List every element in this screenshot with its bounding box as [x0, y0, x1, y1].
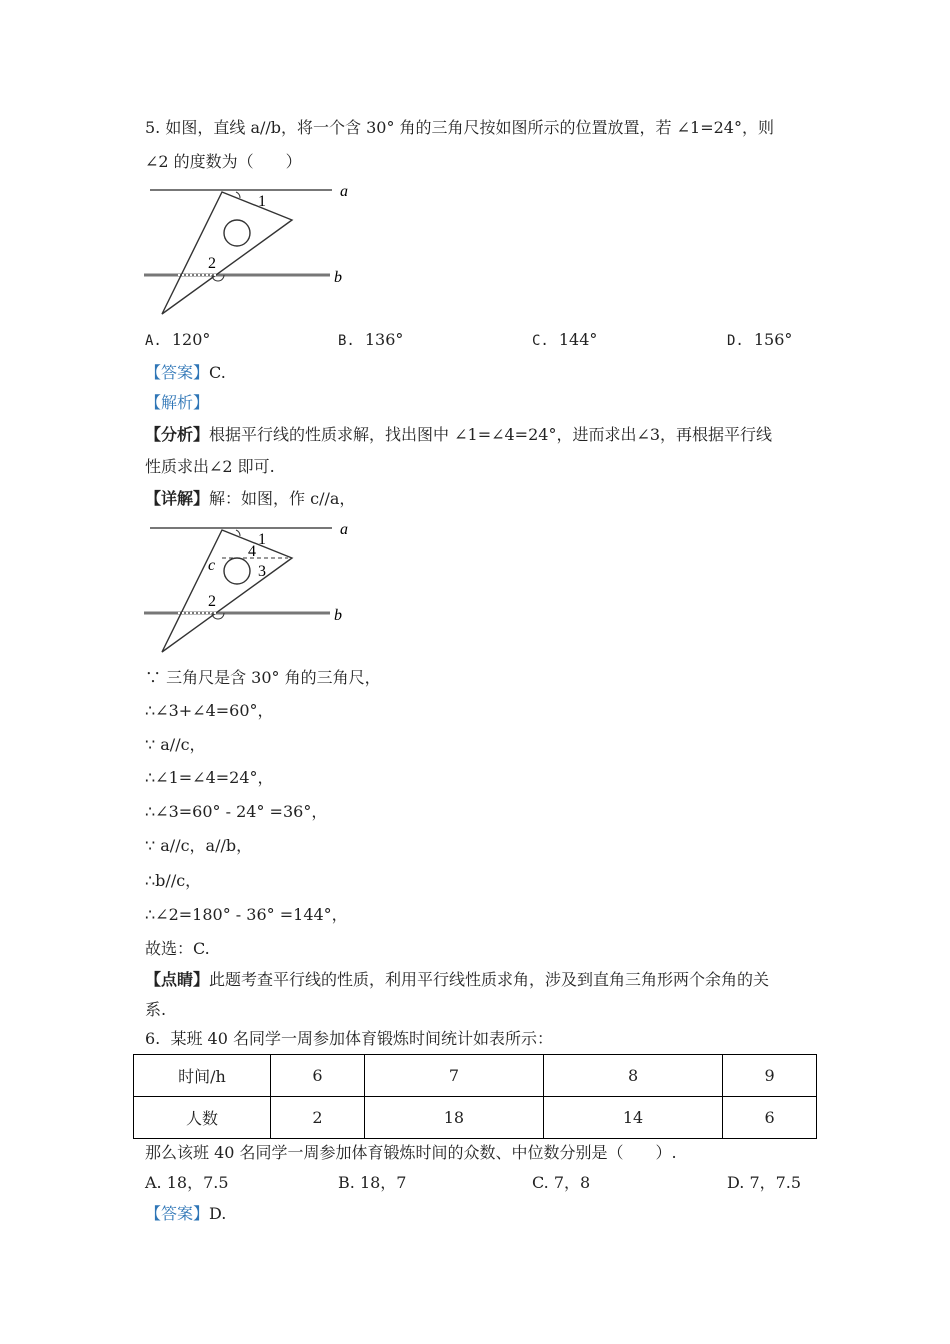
- svg-text:3: 3: [258, 563, 266, 580]
- table-cell: 8: [543, 1055, 722, 1097]
- label-1: 1: [258, 193, 266, 210]
- q5-option-c: C. 144°: [532, 330, 598, 349]
- q5-dianjing-line1: 【点睛】此题考查平行线的性质，利用平行线性质求角，涉及到直角三角形两个余角的关: [145, 970, 770, 989]
- q5-option-d: D. 156°: [727, 330, 793, 349]
- q5-stem-line2: ∠2 的度数为（ ）: [145, 152, 302, 171]
- q5-answer: 【答案】C.: [145, 363, 226, 382]
- triangle-ruler: [162, 192, 292, 314]
- table-cell: 2: [271, 1097, 365, 1139]
- label-2: 2: [208, 255, 216, 272]
- table-cell: 6: [723, 1097, 817, 1139]
- q6-option-c: C. 7，8: [532, 1173, 591, 1192]
- table-cell: 时间/h: [134, 1055, 271, 1097]
- q5-step: ∴b//c，: [145, 871, 202, 890]
- table-cell: 18: [364, 1097, 543, 1139]
- svg-text:4: 4: [248, 543, 256, 560]
- q5-fenxi-line1: 【分析】根据平行线的性质求解，找出图中 ∠1=∠4=24°，进而求出∠3，再根据平行线: [145, 425, 773, 444]
- q6-answer: 【答案】D.: [145, 1204, 227, 1223]
- q5-option-a: A. 120°: [145, 330, 211, 349]
- q5-step: ∴∠3=60° - 24° =36°，: [145, 802, 328, 821]
- table-cell: 6: [271, 1055, 365, 1097]
- q5-step: ∴∠3+∠4=60°，: [145, 701, 274, 720]
- q5-detail-intro: 【详解】解：如图，作 c//a，: [145, 489, 356, 508]
- table-row: [134, 1097, 817, 1139]
- q5-step: 故选：C.: [145, 939, 210, 958]
- table-row: [134, 1055, 817, 1097]
- q5-step: ∴∠2=180° - 36° =144°，: [145, 905, 348, 924]
- q5-step: ∵ a//c，a//b，: [145, 836, 253, 855]
- q6-stat-table: [133, 1054, 817, 1139]
- ruler-hole: [224, 220, 250, 246]
- label-b: b: [334, 269, 342, 286]
- svg-text:2: 2: [208, 593, 216, 610]
- svg-text:b: b: [334, 607, 342, 624]
- q5-analysis-tag: 【解析】: [145, 393, 210, 412]
- q5-step: ∵ a//c，: [145, 735, 206, 754]
- q5-option-b: B. 136°: [338, 330, 404, 349]
- q6-stem: 6. 某班 40 名同学一周参加体育锻炼时间统计如表所示：: [145, 1029, 553, 1048]
- q5-figure-solution: [140, 518, 370, 658]
- q5-step: ∴∠1=∠4=24°，: [145, 768, 274, 787]
- label-a: a: [340, 183, 348, 200]
- svg-text:a: a: [340, 521, 348, 538]
- q6-option-d: D. 7，7.5: [727, 1173, 802, 1192]
- svg-text:1: 1: [258, 531, 266, 548]
- q6-option-b: B. 18，7: [338, 1173, 407, 1192]
- svg-text:c: c: [208, 557, 216, 574]
- q5-step: ∵ 三角尺是含 30° 角的三角尺，: [145, 668, 381, 687]
- q5-stem-line1: 5. 如图，直线 a//b，将一个含 30° 角的三角尺按如图所示的位置放置，若 ∠1=24°，则: [145, 118, 774, 137]
- q5-fenxi-line2: 性质求出∠2 即可.: [145, 457, 275, 476]
- q5-dianjing-line2: 系.: [145, 1000, 167, 1019]
- table-cell: 7: [364, 1055, 543, 1097]
- table-cell: 9: [723, 1055, 817, 1097]
- q6-option-a: A. 18，7.5: [145, 1173, 229, 1192]
- q5-figure-triangle: [140, 180, 370, 320]
- table-cell: 人数: [134, 1097, 271, 1139]
- q6-question: 那么该班 40 名同学一周参加体育锻炼时间的众数、中位数分别是（ ）.: [145, 1143, 677, 1162]
- table-cell: 14: [543, 1097, 722, 1139]
